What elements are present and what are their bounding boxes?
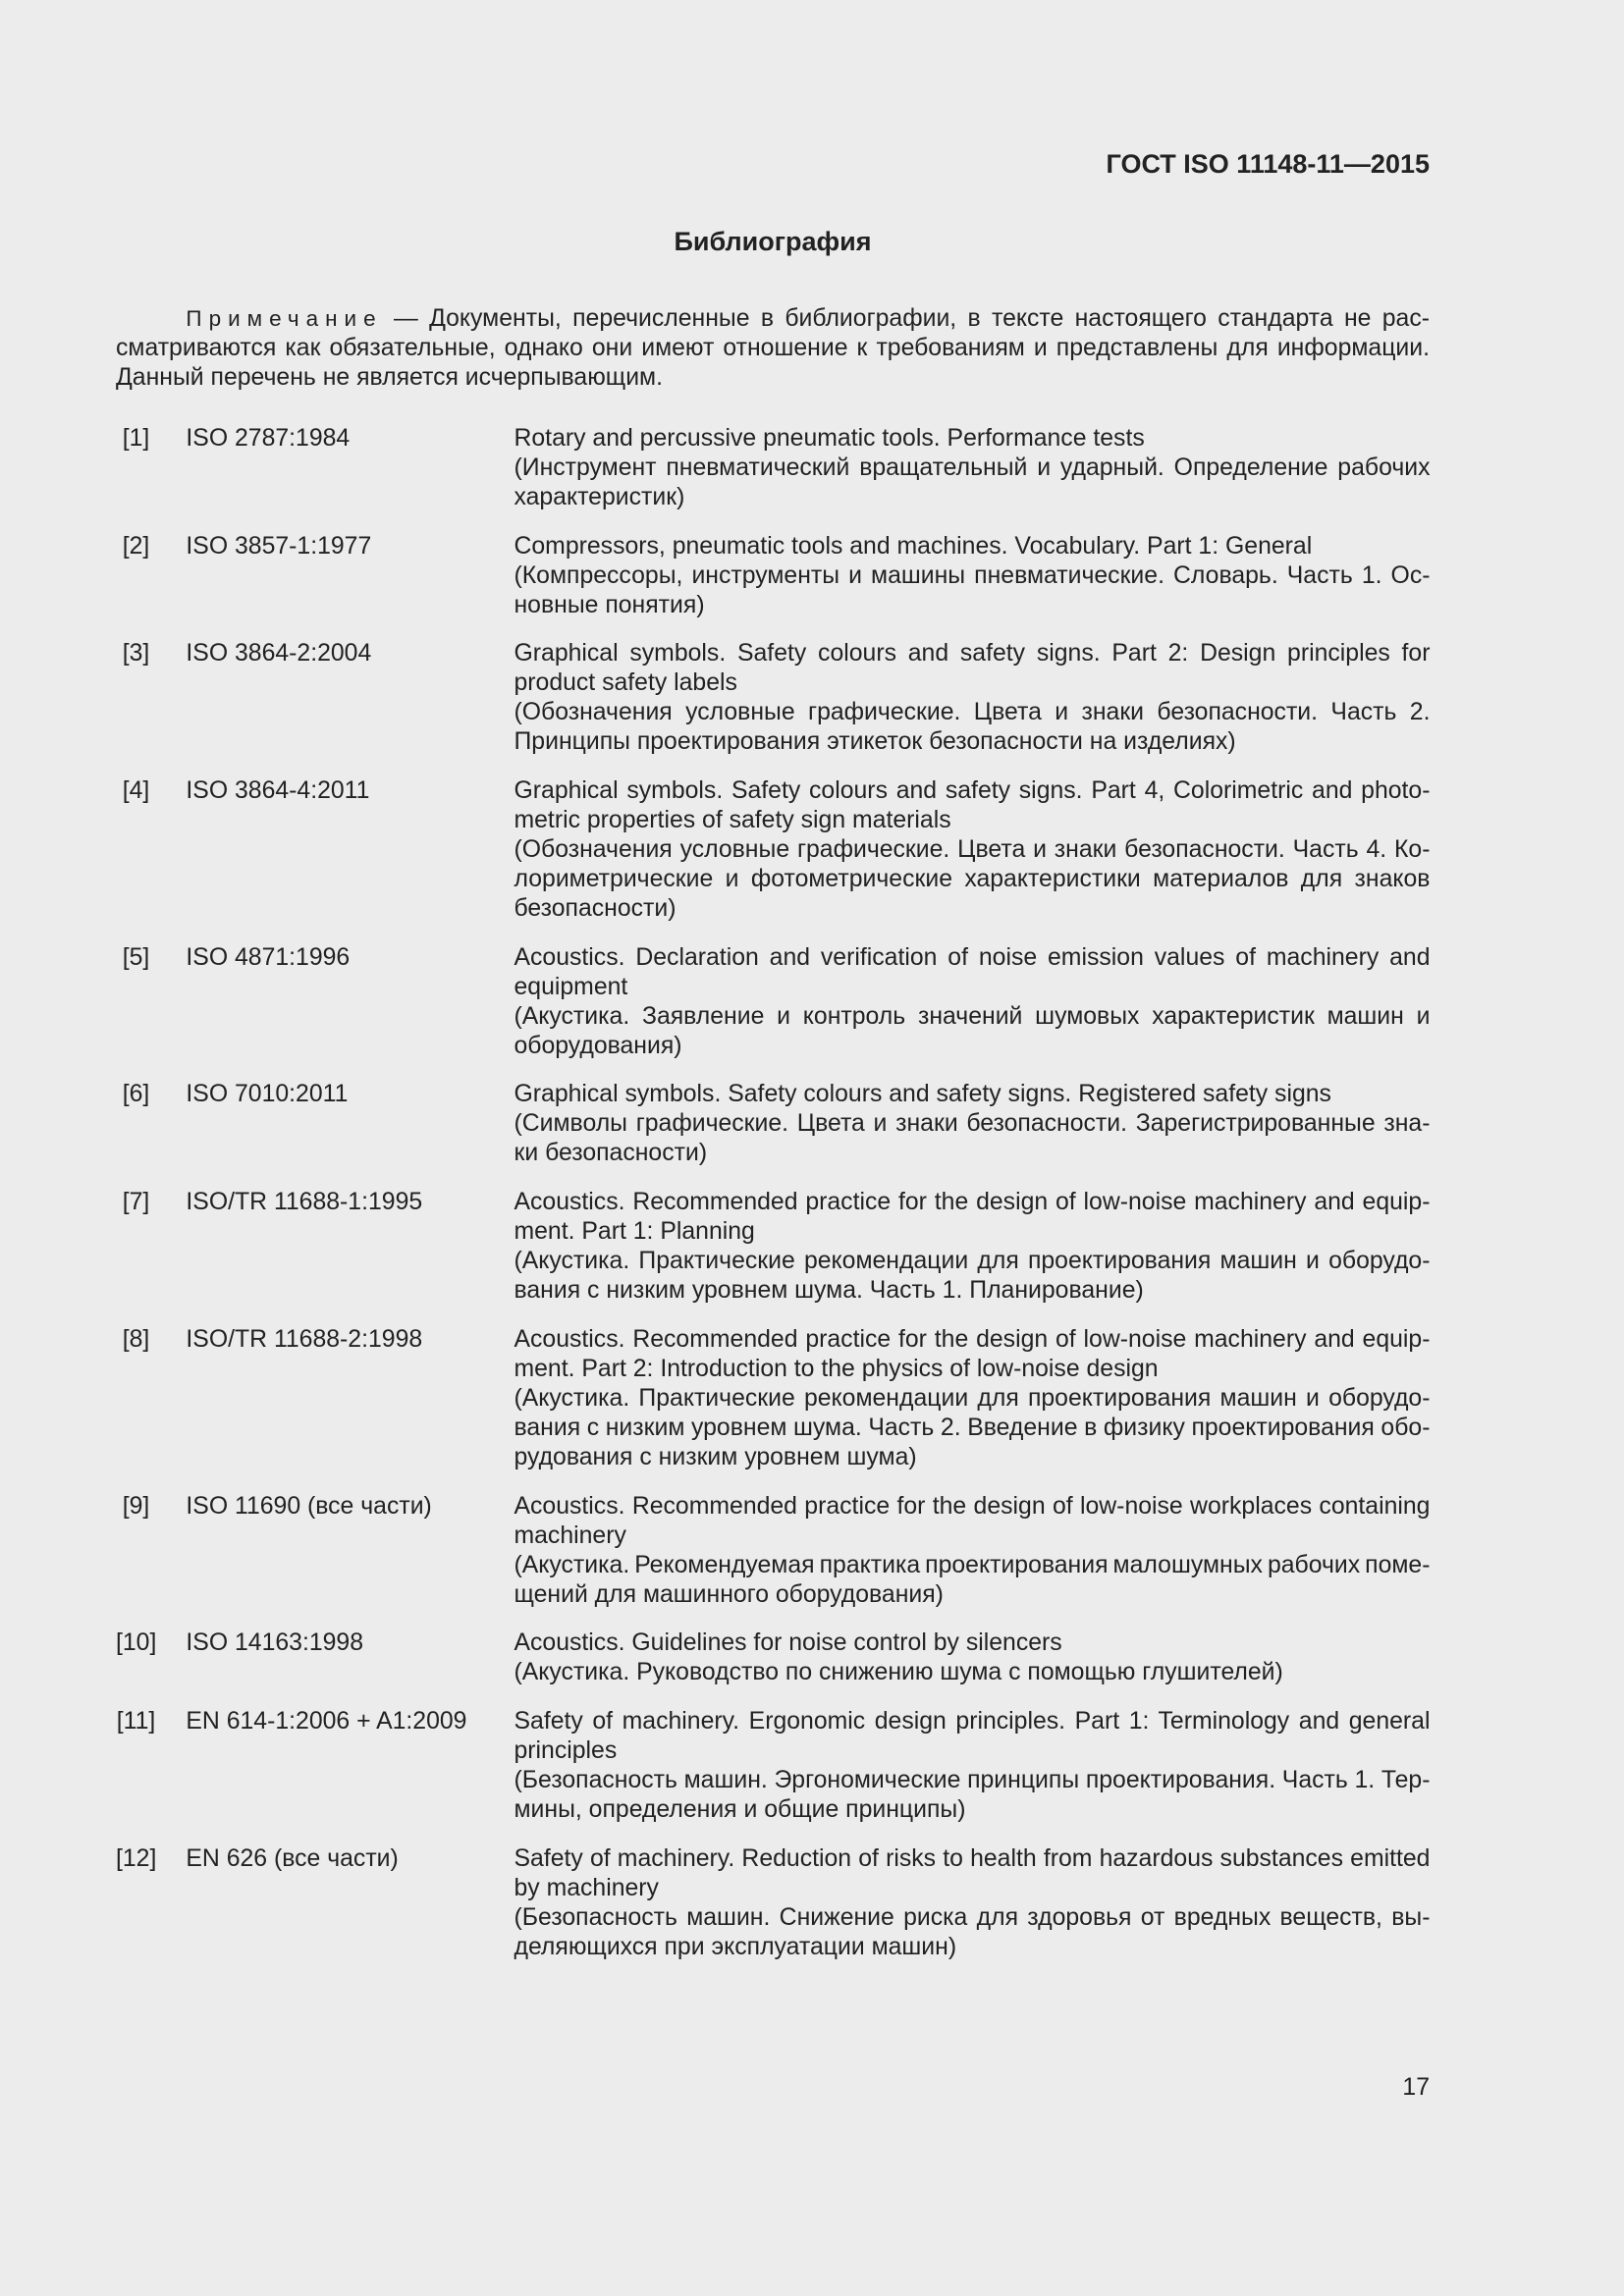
entry-document-code: EN 614-1:2006 + A1:2009 xyxy=(186,1707,467,1735)
entry-translation xyxy=(514,1658,1430,1687)
entry-document-code: ISO 3864-2:2004 xyxy=(186,640,372,667)
entry-translation-line: мины, определения и общие принципы) xyxy=(514,1795,966,1823)
entry-translation xyxy=(514,454,1430,512)
entry-title-line: Acoustics. Recommended practice for the design of low-noise workplaces containing xyxy=(514,1492,1431,1520)
entry-document-code: ISO 14163:1998 xyxy=(186,1629,364,1657)
entry-title xyxy=(514,1707,1430,1766)
entry-title-line: Safety of machinery. Ergonomic design principles. Part 1: Terminology and general xyxy=(514,1707,1431,1735)
entry-description xyxy=(514,1844,1430,1962)
entry-title-line: machinery xyxy=(514,1522,626,1549)
entry-number: [11] xyxy=(116,1707,156,1735)
entry-translation-line: лориметрические и фотометрические характеристики материалов для знаков xyxy=(514,866,1431,893)
bibliography-entry xyxy=(116,1492,1430,1610)
standard-designation: ГОСТ ISO 11148-11—2015 xyxy=(1106,149,1430,179)
entry-title xyxy=(514,424,1430,454)
entry-translation-line: рудования с низким уровнем шума) xyxy=(514,1443,917,1470)
entry-translation xyxy=(514,835,1430,924)
entry-translation xyxy=(514,1551,1430,1610)
entry-title-line: product safety labels xyxy=(514,669,737,697)
entry-title-line: Acoustics. Recommended practice for the design of low-noise machinery and equip- xyxy=(514,1189,1431,1216)
bibliography-entry xyxy=(116,424,1430,512)
entry-translation-line: (Безопасность машин. Снижение риска для здоровья от вредных веществ, вы- xyxy=(514,1903,1431,1931)
entry-title xyxy=(514,1325,1430,1384)
entry-translation-line: деляющихся при эксплуатации машин) xyxy=(514,1933,957,1960)
entry-number: [2] xyxy=(122,532,150,560)
entry-title-line: Graphical symbols. Safety colours and safety signs. Part 2: Design principles for xyxy=(514,640,1431,667)
entry-number: [10] xyxy=(116,1629,157,1657)
entry-title-line: Graphical symbols. Safety colours and safety signs. Registered safety signs xyxy=(514,1081,1331,1108)
entry-title xyxy=(514,532,1430,561)
entry-number: [1] xyxy=(122,425,150,452)
entry-translation xyxy=(514,1766,1430,1825)
entry-description xyxy=(514,1188,1430,1306)
bibliography-entry xyxy=(116,776,1430,924)
entry-title-line: Acoustics. Guidelines for noise control by silencers xyxy=(514,1629,1062,1657)
note-line xyxy=(116,304,1430,334)
entry-translation-line: (Акустика. Заявление и контроль значений шумовых характеристик машин и xyxy=(514,1002,1431,1030)
bibliography-entry xyxy=(116,1629,1430,1687)
entry-translation-line: (Инструмент пневматический вращательный и ударный. Определение рабочих xyxy=(514,454,1431,481)
entry-translation-line: (Безопасность машин. Эргономические принципы проектирования. Часть 1. Тер- xyxy=(514,1766,1431,1793)
entry-translation xyxy=(514,1247,1430,1306)
entry-title xyxy=(514,776,1430,835)
note-label: Примечание xyxy=(186,306,383,331)
entry-number: [12] xyxy=(116,1844,157,1872)
entry-translation-line: (Обозначения условные графические. Цвета и знаки безопасности. Часть 4. Ко- xyxy=(514,836,1431,864)
entry-title-line: Safety of machinery. Reduction of risks to health from hazardous substances emitted xyxy=(514,1844,1431,1872)
entry-translation-line: (Компрессоры, инструменты и машины пневматические. Словарь. Часть 1. Ос- xyxy=(514,561,1431,589)
entry-title-line: Acoustics. Recommended practice for the design of low-noise machinery and equip- xyxy=(514,1325,1431,1353)
entry-document-code: ISO 3857-1:1977 xyxy=(186,532,372,560)
bibliography-entry xyxy=(116,943,1430,1061)
entry-translation-line: безопасности) xyxy=(514,895,677,923)
entry-title-line: principles xyxy=(514,1736,618,1764)
entry-number: [3] xyxy=(122,640,150,667)
entry-title xyxy=(514,1080,1430,1109)
entry-title xyxy=(514,1492,1430,1551)
entry-description xyxy=(514,1325,1430,1472)
bibliography-list xyxy=(116,424,1430,1981)
entry-translation-line: (Акустика. Практические рекомендации для проектирования машин и оборудо- xyxy=(514,1384,1431,1412)
entry-number: [4] xyxy=(122,777,150,805)
entry-document-code: ISO 7010:2011 xyxy=(186,1081,349,1108)
bibliography-entry xyxy=(116,1844,1430,1962)
bibliography-entry xyxy=(116,1188,1430,1306)
entry-translation-line: характеристик) xyxy=(514,484,685,510)
entry-description xyxy=(514,1492,1430,1610)
entry-title-line: ment. Part 2: Introduction to the physics of low-noise design xyxy=(514,1355,1159,1382)
entry-title xyxy=(514,1188,1430,1247)
entry-document-code: ISO/TR 11688-2:1998 xyxy=(186,1325,423,1353)
entry-document-code: ISO 11690 (все части) xyxy=(186,1492,432,1520)
entry-document-code: ISO/TR 11688-1:1995 xyxy=(186,1189,423,1216)
entry-description xyxy=(514,424,1430,512)
bibliography-entry xyxy=(116,1707,1430,1825)
entry-title-line: Rotary and percussive pneumatic tools. Performance tests xyxy=(514,425,1145,452)
page-number: 17 xyxy=(1402,2074,1430,2101)
bibliography-entry xyxy=(116,532,1430,620)
entry-number: [6] xyxy=(122,1081,150,1108)
section-title: Библиография xyxy=(674,227,872,256)
entry-translation-line: Принципы проектирования этикеток безопасности на изделиях) xyxy=(514,728,1236,756)
entry-translation-line: (Акустика. Практические рекомендации для проектирования машин и оборудо- xyxy=(514,1248,1431,1275)
entry-title-line: ment. Part 1: Planning xyxy=(514,1218,755,1246)
entry-translation xyxy=(514,1002,1430,1061)
entry-translation xyxy=(514,1384,1430,1472)
entry-translation xyxy=(514,561,1430,620)
note-line: сматриваются как обязательные, однако они имеют отношение к требованиям и представлены для информации. xyxy=(116,335,1430,361)
note-paragraph xyxy=(116,304,1430,393)
entry-title xyxy=(514,943,1430,1002)
entry-description xyxy=(514,776,1430,924)
entry-number: [8] xyxy=(122,1325,150,1353)
entry-title-line: Graphical symbols. Safety colours and safety signs. Part 4, Colorimetric and photo- xyxy=(514,777,1431,805)
entry-number: [5] xyxy=(122,943,150,971)
entry-description xyxy=(514,1629,1430,1687)
entry-translation-line: вания с низким уровнем шума. Часть 2. Введение в физику проектирования обо- xyxy=(514,1414,1431,1441)
entry-description xyxy=(514,943,1430,1061)
entry-description xyxy=(514,1707,1430,1825)
entry-document-code: ISO 3864-4:2011 xyxy=(186,777,370,805)
bibliography-entry xyxy=(116,639,1430,757)
bibliography-entry xyxy=(116,1080,1430,1168)
entry-description xyxy=(514,639,1430,757)
entry-translation-line: ки безопасности) xyxy=(514,1140,708,1167)
entry-translation-line: (Символы графические. Цвета и знаки безопасности. Зарегистрированные зна- xyxy=(514,1110,1431,1138)
entry-translation-line: новные понятия) xyxy=(514,591,705,618)
note-line: Данный перечень не является исчерпывающим. xyxy=(116,364,663,391)
entry-description xyxy=(514,532,1430,620)
note-text: — Документы, перечисленные в библиографии, в тексте настоящего стандарта не рас- xyxy=(393,305,1430,332)
entry-title xyxy=(514,1629,1430,1658)
entry-title xyxy=(514,1844,1430,1903)
entry-translation-line: оборудования) xyxy=(514,1032,682,1059)
entry-number: [9] xyxy=(122,1492,150,1520)
entry-number: [7] xyxy=(122,1189,150,1216)
entry-translation xyxy=(514,1903,1430,1962)
entry-translation-line: (Акустика. Руководство по снижению шума с помощью глушителей) xyxy=(514,1659,1283,1686)
entry-document-code: ISO 4871:1996 xyxy=(186,943,351,971)
entry-translation-line: (Обозначения условные графические. Цвета и знаки безопасности. Часть 2. xyxy=(514,699,1431,726)
bibliography-entry xyxy=(116,1325,1430,1472)
entry-title-line: metric properties of safety sign materials xyxy=(514,807,951,834)
entry-document-code: EN 626 (все части) xyxy=(186,1844,399,1872)
entry-title-line: equipment xyxy=(514,973,628,1000)
entry-document-code: ISO 2787:1984 xyxy=(186,425,351,452)
entry-title xyxy=(514,639,1430,698)
entry-description xyxy=(514,1080,1430,1168)
entry-translation xyxy=(514,1109,1430,1168)
entry-title-line: Acoustics. Declaration and verification of noise emission values of machinery and xyxy=(514,943,1431,971)
entry-translation-line: (Акустика. Рекомендуемая практика проектирования малошумных рабочих поме- xyxy=(514,1551,1431,1578)
entry-title-line: by machinery xyxy=(514,1874,659,1901)
entry-title-line: Compressors, pneumatic tools and machines. Vocabulary. Part 1: General xyxy=(514,532,1313,560)
entry-translation-line: вания с низким уровнем шума. Часть 1. Планирование) xyxy=(514,1277,1144,1305)
entry-translation xyxy=(514,698,1430,757)
entry-translation-line: щений для машинного оборудования) xyxy=(514,1580,944,1608)
